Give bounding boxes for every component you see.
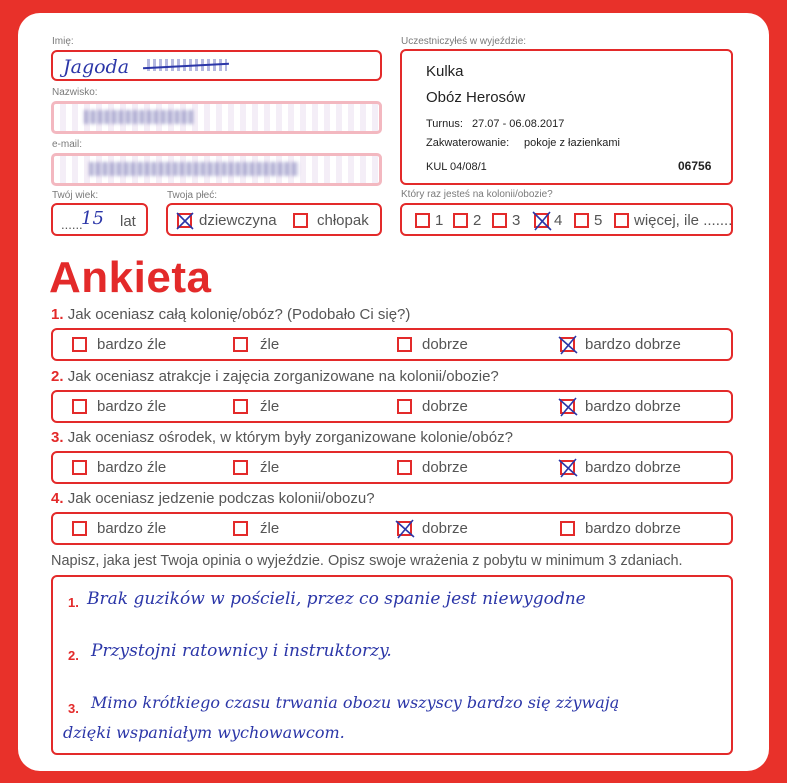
times-field — [400, 203, 733, 236]
opinion-line-1: Brak guzików w pościeli, przez co spanie jest niewygodne — [87, 589, 586, 609]
gender-option-boy: chłopak — [317, 212, 369, 229]
first-name-value: Jagoda — [63, 56, 130, 78]
opinion-line-3: Mimo krótkiego czasu trwania obozu wszyscy bardzo się zżywają — [91, 693, 620, 712]
times-checkbox-5[interactable] — [574, 213, 589, 228]
turnus-value: 27.07 - 06.08.2017 — [472, 118, 565, 130]
trip-label: Uczestniczyłeś w wyjeździe: — [401, 36, 527, 47]
times-checkbox-3[interactable] — [492, 213, 507, 228]
last-name-field-redacted[interactable] — [51, 101, 382, 134]
email-label: e-mail: — [52, 139, 83, 150]
question-3-checkbox-4[interactable] — [560, 460, 575, 475]
gender-field — [166, 203, 382, 236]
question-4-option-label: źle — [260, 520, 280, 537]
question-2-text: 2. Jak oceniasz atrakcje i zajęcia zorganizowane na kolonii/obozie? — [51, 368, 499, 385]
question-3-option-label: bardzo dobrze — [585, 459, 681, 476]
gender-checkbox-boy[interactable] — [293, 213, 308, 228]
question-3-checkbox-3[interactable] — [397, 460, 412, 475]
age-dots: ...... — [61, 217, 83, 232]
question-3-option-label: dobrze — [422, 459, 468, 476]
question-4-option-label: bardzo źle — [97, 520, 167, 537]
question-4-checkbox-2[interactable] — [233, 521, 248, 536]
turnus-label: Turnus: — [426, 118, 463, 130]
question-1-text: 1. Jak oceniasz całą kolonię/obóz? (Podobało Ci się?) — [51, 306, 411, 323]
question-3-checkbox-1[interactable] — [72, 460, 87, 475]
first-name-field[interactable] — [51, 50, 382, 81]
question-1-checkbox-3[interactable] — [397, 337, 412, 352]
accommodation-label: Zakwaterowanie: — [426, 137, 510, 149]
times-option-2: 2 — [473, 212, 482, 229]
times-option-3: 3 — [512, 212, 521, 229]
question-3-option-label: źle — [260, 459, 280, 476]
trip-number: 06756 — [678, 159, 712, 173]
opinion-prompt: Napisz, jaka jest Twoja opinia o wyjeździe. Opisz swoje wrażenia z pobytu w minimum 3 zdaniach. — [51, 553, 683, 569]
age-value: 15 — [81, 208, 104, 229]
accommodation-value: pokoje z łazienkami — [524, 137, 620, 149]
gender-option-girl: dziewczyna — [199, 212, 277, 229]
question-4-option-label: dobrze — [422, 520, 468, 537]
question-4-checkbox-3[interactable] — [397, 521, 412, 536]
question-4-checkbox-4[interactable] — [560, 521, 575, 536]
question-2-option-label: dobrze — [422, 398, 468, 415]
question-4-checkbox-1[interactable] — [72, 521, 87, 536]
question-4-options — [51, 512, 733, 545]
trip-box — [400, 49, 733, 185]
question-3-options — [51, 451, 733, 484]
age-label: Twój wiek: — [52, 190, 99, 201]
last-name-label: Nazwisko: — [52, 87, 98, 98]
question-2-checkbox-2[interactable] — [233, 399, 248, 414]
question-1-checkbox-4[interactable] — [560, 337, 575, 352]
trip-name: Kulka — [426, 63, 464, 80]
question-3-option-label: bardzo źle — [97, 459, 167, 476]
question-3-text: 3. Jak oceniasz ośrodek, w którym były zorganizowane kolonie/obóz? — [51, 429, 513, 446]
opinion-num-2: 2. — [68, 648, 79, 663]
question-4-option-label: bardzo dobrze — [585, 520, 681, 537]
times-option-more: więcej, ile ....... — [634, 212, 733, 229]
question-2-checkbox-3[interactable] — [397, 399, 412, 414]
question-1-checkbox-1[interactable] — [72, 337, 87, 352]
gender-label: Twoja płeć: — [167, 190, 218, 201]
opinion-num-1: 1. — [68, 595, 79, 610]
opinion-num-3: 3. — [68, 701, 79, 716]
question-2-checkbox-1[interactable] — [72, 399, 87, 414]
age-suffix: lat — [120, 213, 136, 230]
trip-camp: Obóz Herosów — [426, 89, 526, 106]
question-2-option-label: bardzo dobrze — [585, 398, 681, 415]
times-option-4: 4 — [554, 212, 563, 229]
question-1-option-label: bardzo dobrze — [585, 336, 681, 353]
opinion-box[interactable] — [51, 575, 733, 755]
opinion-line-3-cont: dzięki wspaniałym wychowawcom. — [63, 723, 345, 742]
trip-code: KUL 04/08/1 — [426, 161, 487, 173]
times-checkbox-4[interactable] — [534, 213, 549, 228]
first-name-label: Imię: — [52, 36, 74, 47]
times-checkbox-2[interactable] — [453, 213, 468, 228]
question-1-option-label: źle — [260, 336, 280, 353]
question-4-text: 4. Jak oceniasz jedzenie podczas kolonii/obozu? — [51, 490, 375, 507]
times-checkbox-more[interactable] — [614, 213, 629, 228]
opinion-line-2: Przystojni ratownicy i instruktorzy. — [91, 641, 392, 661]
times-label: Który raz jesteś na kolonii/obozie? — [401, 189, 553, 200]
gender-checkbox-girl[interactable] — [177, 213, 192, 228]
question-2-options — [51, 390, 733, 423]
age-field[interactable] — [51, 203, 148, 236]
question-1-checkbox-2[interactable] — [233, 337, 248, 352]
question-2-option-label: źle — [260, 398, 280, 415]
question-3-checkbox-2[interactable] — [233, 460, 248, 475]
times-checkbox-1[interactable] — [415, 213, 430, 228]
question-2-checkbox-4[interactable] — [560, 399, 575, 414]
times-option-5: 5 — [594, 212, 603, 229]
question-1-options — [51, 328, 733, 361]
survey-title: Ankieta — [49, 253, 212, 302]
email-field-redacted[interactable] — [51, 153, 382, 186]
times-option-1: 1 — [435, 212, 444, 229]
question-2-option-label: bardzo źle — [97, 398, 167, 415]
question-1-option-label: bardzo źle — [97, 336, 167, 353]
question-1-option-label: dobrze — [422, 336, 468, 353]
